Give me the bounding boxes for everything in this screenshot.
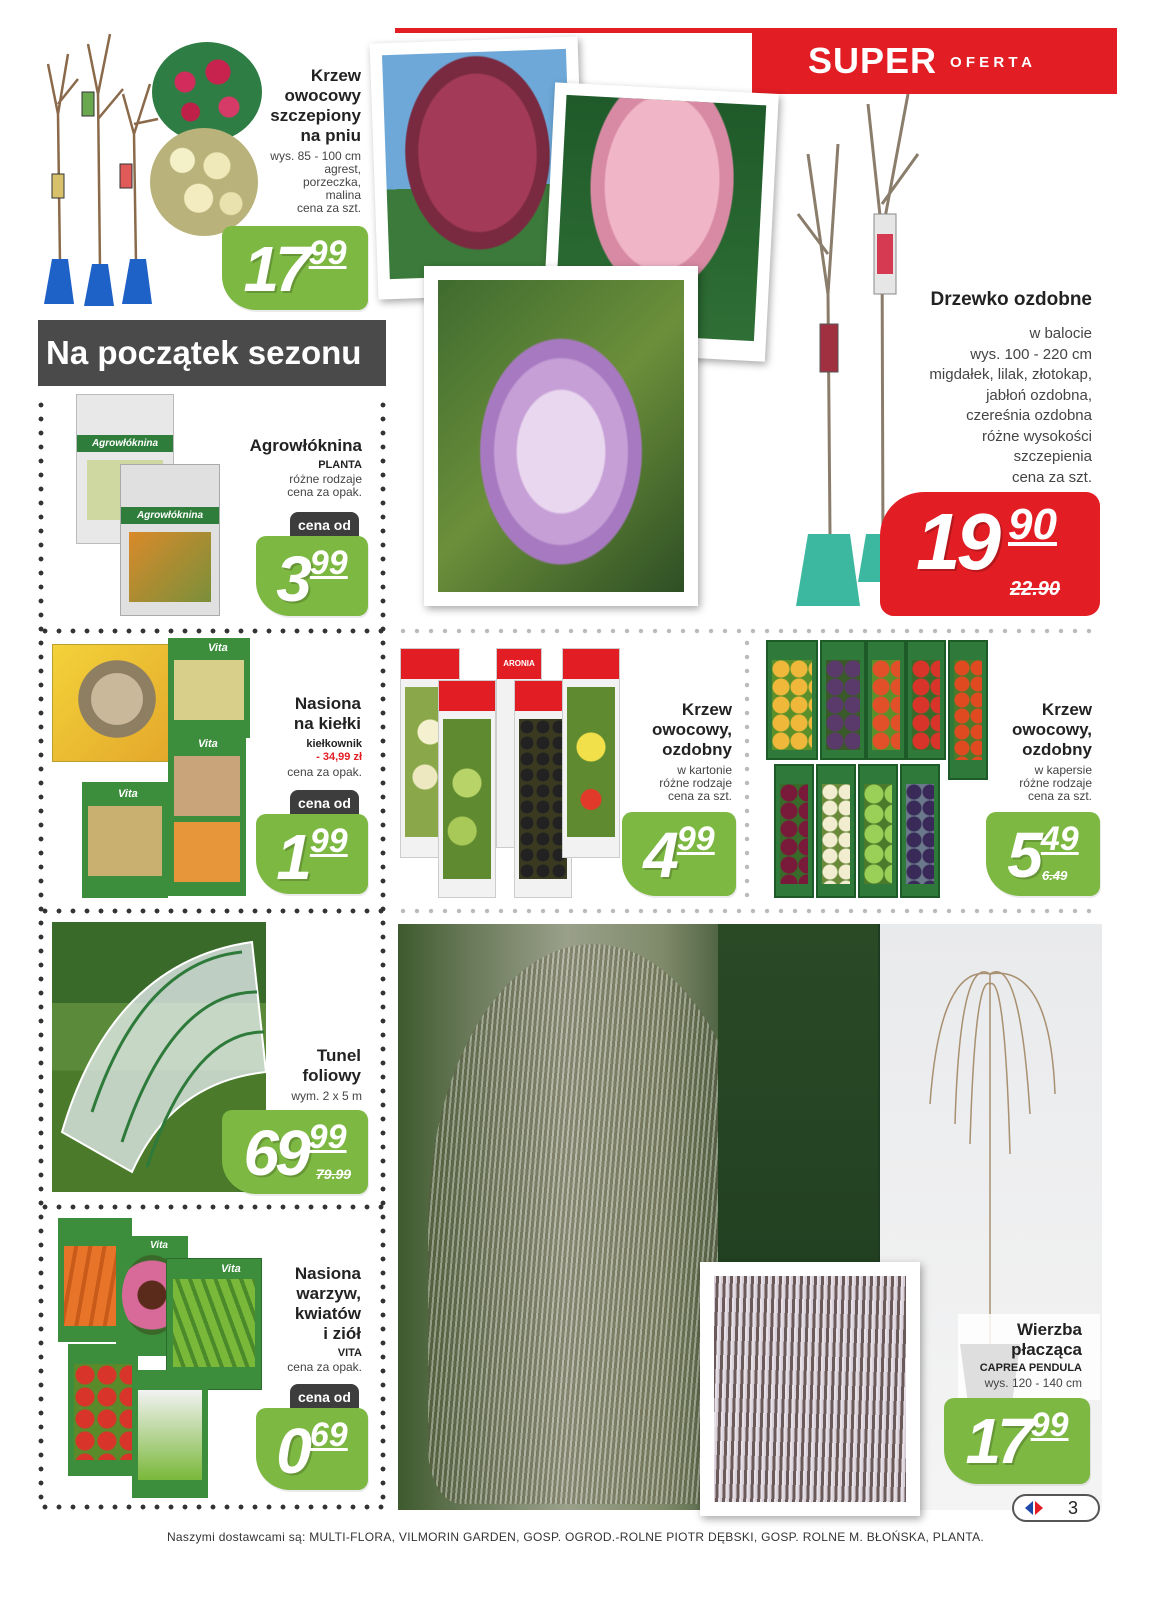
- vita-logo: Vita: [208, 642, 228, 654]
- suppliers-footer: Naszymi dostawcami są: MULTI-FLORA, VILMORIN GARDEN, GOSP. OGROD.-ROLNE PIOTR DĘBSKI, GOSP. ROLNE M. BŁOŃSKA, PLANTA.: [166, 1530, 985, 1544]
- super-offer-banner: [752, 28, 1117, 94]
- crabapple-tree-photo: [382, 49, 574, 279]
- product-desc-ornamental-tree: [880, 324, 1092, 488]
- desc-line: w balocie: [1029, 325, 1092, 342]
- product-title-vita-seeds: [260, 1264, 361, 1344]
- package-label: Agrowłóknina: [77, 435, 173, 452]
- title-line: owocowy: [284, 86, 361, 105]
- desc-line: różne rodzaje: [659, 776, 732, 790]
- price-badge-vita-seeds: [256, 1408, 368, 1490]
- product-desc-agrowloknina: [232, 473, 362, 499]
- page-number-badge: [1012, 1494, 1100, 1522]
- price-cents: 99: [1030, 1406, 1069, 1444]
- desc-line: cena za szt.: [1027, 789, 1092, 803]
- price-badge-ornamental-tree: [880, 492, 1100, 616]
- price-cents: 99: [308, 234, 347, 272]
- price-cents: 99: [676, 820, 715, 858]
- dotted-border: [380, 398, 386, 1508]
- desc-line: cena za szt.: [296, 201, 361, 215]
- desc-line: w kartonie: [677, 763, 732, 777]
- desc-line: różne rodzaje: [289, 472, 362, 486]
- carrefour-logo-icon: [1024, 1500, 1044, 1516]
- boxed-shrubs-photo: [396, 644, 624, 902]
- desc-line: różne rodzaje: [1019, 776, 1092, 790]
- old-price: 6.49: [1042, 868, 1068, 883]
- desc-line: migdałek, lilak, złotokap,: [929, 366, 1092, 383]
- desc-line: malina: [325, 188, 361, 202]
- price-cents: 90: [1008, 500, 1057, 549]
- price-main: 0: [276, 1415, 308, 1487]
- grafted-bushes-photo: [38, 24, 168, 314]
- price-badge-sprouting-seeds: [256, 814, 368, 894]
- old-price: 79.99: [316, 1166, 352, 1182]
- aronia-label: ARONIA: [497, 649, 541, 679]
- desc-line: wys. 85 - 100 cm: [270, 149, 361, 163]
- price-cents: 99: [309, 822, 348, 860]
- title-line: kwiatów: [294, 1304, 361, 1323]
- title-line: na kiełki: [293, 714, 361, 733]
- super-label: SUPER: [808, 40, 938, 81]
- price-badge-potted-shrub: [986, 812, 1100, 896]
- title-line: Wierzba: [1016, 1320, 1082, 1339]
- desc-line: wys. 100 - 220 cm: [970, 345, 1092, 363]
- photo-frame-willow-nursery: [700, 1262, 920, 1516]
- product-desc-boxed-shrub: [612, 764, 732, 803]
- title-line: ozdobny: [1022, 740, 1092, 759]
- title-line: Nasiona: [294, 694, 361, 713]
- price-main: 17: [965, 1405, 1029, 1477]
- dotted-border: [38, 1204, 386, 1210]
- price-cents: 69: [309, 1416, 348, 1454]
- product-desc-potted-shrub: [972, 764, 1092, 803]
- product-brand-planta: PLANTA: [318, 459, 362, 471]
- product-desc-vita-seeds: cena za opak.: [287, 1360, 362, 1374]
- desc-line: różne wysokości: [981, 427, 1092, 445]
- potted-shrubs-photo: [766, 640, 990, 902]
- product-title-sprouting-seeds: [240, 694, 361, 734]
- vita-logo: Vita: [221, 1263, 241, 1275]
- package-label: Agrowłóknina: [121, 507, 219, 524]
- photo-frame-lilac: [424, 266, 698, 606]
- price-badge-grafted-bush: [222, 226, 368, 310]
- title-line: Krzew: [1041, 700, 1092, 719]
- product-title-ornamental-tree: Drzewko ozdobne: [930, 289, 1092, 310]
- price-main: 69: [243, 1117, 307, 1189]
- price-from-tag: cena od: [290, 790, 359, 816]
- dotted-border: [38, 628, 386, 634]
- title-line: owocowy,: [1012, 720, 1092, 739]
- product-desc-willow: wys. 120 - 140 cm: [984, 1376, 1082, 1390]
- old-price: 22.90: [1010, 578, 1061, 600]
- product-title-potted-shrub: [980, 700, 1092, 760]
- vita-strawberry-pack: [68, 1344, 138, 1476]
- desc-line: czereśnia ozdobna: [966, 407, 1092, 424]
- willow-nursery-photo: [714, 1276, 906, 1502]
- price-cents: 99: [309, 544, 348, 582]
- vita-herb-pack: [132, 1370, 208, 1498]
- title-line: płacząca: [1011, 1340, 1082, 1359]
- dotted-border: [38, 1504, 386, 1510]
- desc-line: szczepienia: [1013, 448, 1092, 465]
- sprouter-box-photo: [52, 644, 182, 762]
- product-title-tunnel: [260, 1046, 361, 1086]
- product-brand-sprouter: kiełkownik: [306, 738, 362, 750]
- vita-seed-pack-1: [168, 638, 250, 738]
- product-title-boxed-shrub: [620, 700, 732, 760]
- title-line: Krzew: [310, 66, 361, 85]
- price-main: 4: [643, 819, 675, 891]
- dotted-separator: [396, 628, 1100, 634]
- dotted-border: [38, 908, 386, 914]
- dotted-separator: [744, 636, 750, 906]
- title-line: na pniu: [300, 126, 361, 145]
- title-line: foliowy: [302, 1066, 361, 1085]
- title-line: warzyw,: [296, 1284, 361, 1303]
- vita-seed-pack-3: [168, 730, 246, 896]
- product-brand-vita: VITA: [337, 1347, 362, 1359]
- desc-line: porzeczka,: [302, 175, 361, 189]
- price-cents: 99: [308, 1118, 347, 1156]
- price-main: 3: [276, 543, 308, 615]
- product-desc-sprouting-seeds: cena za opak.: [287, 765, 362, 779]
- super-offer-line: [395, 28, 755, 33]
- vita-seed-pack-2: [82, 782, 168, 898]
- lilac-photo: [438, 280, 684, 592]
- dotted-separator: [396, 908, 1100, 914]
- desc-line: jabłoń ozdobna,: [986, 386, 1092, 404]
- price-main: 17: [243, 233, 307, 305]
- section-title: Na początek sezonu: [38, 320, 386, 386]
- price-from-tag: cena od: [290, 1384, 359, 1410]
- product-title-willow: [960, 1320, 1082, 1360]
- page-number: 3: [1068, 1498, 1079, 1518]
- vita-logo: Vita: [118, 788, 138, 800]
- title-line: Tunel: [316, 1046, 361, 1065]
- title-line: i ziół: [323, 1324, 361, 1343]
- price-badge-willow: [944, 1398, 1090, 1484]
- product-desc-tunnel: wym. 2 x 5 m: [291, 1089, 362, 1103]
- title-line: ozdobny: [662, 740, 732, 759]
- price-badge-boxed-shrub: [622, 812, 736, 896]
- vita-logo: Vita: [150, 1240, 168, 1251]
- desc-line: cena za opak.: [287, 485, 362, 499]
- agro-package-2: [120, 464, 220, 616]
- price-cents: 49: [1040, 820, 1079, 858]
- vita-logo: Vita: [198, 738, 218, 750]
- desc-line: agrest,: [324, 162, 361, 176]
- product-title-grafted-bush: [240, 66, 361, 146]
- title-line: owocowy,: [652, 720, 732, 739]
- title-line: Nasiona: [294, 1264, 361, 1283]
- price-from-tag: cena od: [290, 512, 359, 538]
- product-desc-grafted-bush: [230, 150, 361, 215]
- desc-line: w kapersie: [1034, 763, 1092, 777]
- price-badge-agrowloknina: [256, 536, 368, 616]
- dotted-border: [38, 398, 44, 1508]
- title-line: Krzew: [681, 700, 732, 719]
- price-badge-tunnel: [222, 1110, 368, 1194]
- oferta-label: O F E R T A: [950, 54, 1032, 71]
- product-brand-caprea: CAPREA PENDULA: [979, 1362, 1082, 1374]
- product-title-agrowloknina: Agrowłóknina: [249, 436, 362, 455]
- desc-line: cena za szt.: [667, 789, 732, 803]
- sprouter-price: - 34,99 zł: [316, 751, 362, 763]
- price-main: 1: [276, 821, 308, 893]
- price-main: 19: [916, 497, 997, 586]
- title-line: szczepiony: [270, 106, 361, 125]
- price-main: 5: [1007, 819, 1039, 891]
- desc-line: cena za szt.: [1011, 468, 1092, 486]
